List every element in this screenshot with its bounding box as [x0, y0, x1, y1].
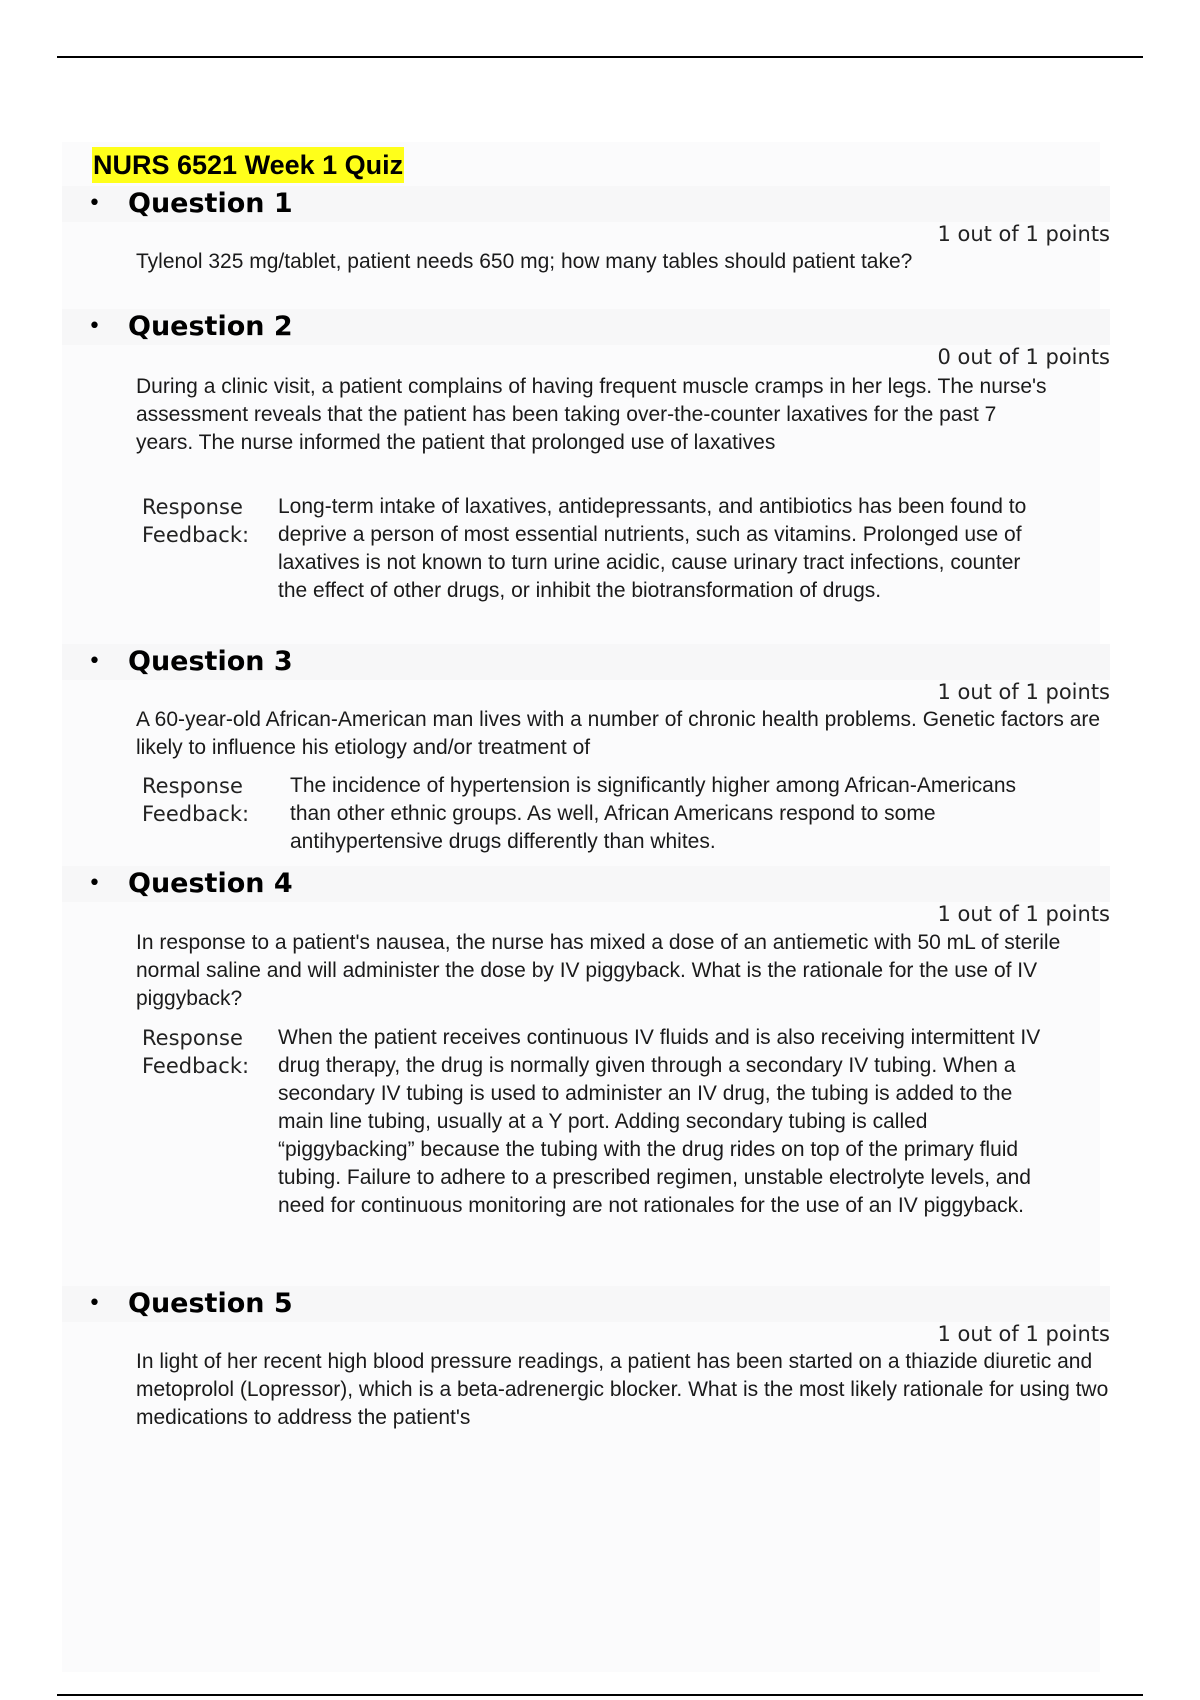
- question-2: [62, 309, 1110, 602]
- question-1: [62, 186, 1110, 273]
- question-header: [62, 309, 1110, 345]
- response-feedback: [142, 1024, 1110, 1220]
- question-header: [62, 866, 1110, 902]
- question-text: In response to a patient's nausea, the nurse has mixed a dose of an antiemetic with 50 mL of sterile normal saline and will administer the dose by IV piggyback. What is the rationale for the use of IV piggyback?: [136, 931, 1061, 1010]
- response-feedback-label: Response Feedback:: [142, 495, 250, 547]
- question-points: 0 out of 1 points: [937, 345, 1110, 369]
- bullet-icon: •: [88, 871, 101, 896]
- response-feedback-text: Long-term intake of laxatives, antidepressants, and antibiotics has been found to deprive a person of most essential nutrients, such as vitamins. Prolonged use of laxatives is not known to turn urine acidic, cause urinary tract infections, counter the effect of other drugs, or inhibit the biotransformation of drugs.: [278, 495, 1027, 602]
- bullet-icon: •: [88, 1291, 101, 1316]
- question-points: 1 out of 1 points: [937, 1322, 1110, 1346]
- question-4: [62, 866, 1110, 1217]
- response-feedback-label: Response Feedback:: [142, 774, 250, 826]
- quiz-title: NURS 6521 Week 1 Quiz: [92, 147, 404, 183]
- question-text: In light of her recent high blood pressure readings, a patient has been started on a thiazide diuretic and metoprolol (Lopressor), which is a beta-adrenergic blocker. What is the most likely rationale for using two medications to address the patient's: [136, 1350, 1109, 1429]
- question-3: [62, 644, 1110, 853]
- question-text: A 60-year-old African-American man lives with a number of chronic health problems. Genetic factors are likely to influence his etiology and/or treatment of: [136, 708, 1101, 759]
- question-points: 1 out of 1 points: [937, 902, 1110, 926]
- question-points: 1 out of 1 points: [937, 222, 1110, 246]
- response-feedback: [142, 493, 1110, 605]
- question-5: [62, 1286, 1110, 1429]
- question-text: Tylenol 325 mg/tablet, patient needs 650 mg; how many tables should patient take?: [136, 250, 913, 273]
- question-title: Question 3: [128, 646, 293, 677]
- top-rule: [57, 56, 1143, 58]
- question-points: 1 out of 1 points: [937, 680, 1110, 704]
- bottom-rule: [57, 1694, 1143, 1696]
- bullet-icon: •: [88, 191, 101, 216]
- question-text: During a clinic visit, a patient complains of having frequent muscle cramps in her legs. The nurse's assessment reveals that the patient has been taking over-the-counter laxatives for the past 7 years. The nurse informed the patient that prolonged use of laxatives: [136, 375, 1047, 454]
- question-header: [62, 644, 1110, 680]
- response-feedback-text: When the patient receives continuous IV fluids and is also receiving intermittent IV drug therapy, the drug is normally given through a secondary IV tubing. When a secondary IV tubing is used to administer an IV drug, the tubing is added to the main line tubing, usually at a Y port. Adding secondary tubing is called “piggybacking” because the tubing with the drug rides on top of the primary fluid tubing. Failure to adhere to a prescribed regimen, unstable electrolyte levels, and need for continuous monitoring are not rationales for the use of an IV piggyback.: [278, 1026, 1041, 1217]
- question-title: Question 5: [128, 1288, 293, 1319]
- question-header: [62, 186, 1110, 222]
- question-title: Question 1: [128, 188, 293, 219]
- response-feedback-label: Response Feedback:: [142, 1026, 250, 1078]
- bullet-icon: •: [88, 314, 101, 339]
- response-feedback: [142, 772, 1110, 856]
- response-feedback-text: The incidence of hypertension is significantly higher among African-Americans than other ethnic groups. As well, African Americans respond to some antihypertensive drugs differently than whites.: [290, 774, 1017, 853]
- question-title: Question 2: [128, 311, 293, 342]
- question-title: Question 4: [128, 868, 293, 899]
- question-header: [62, 1286, 1110, 1322]
- bullet-icon: •: [88, 649, 101, 674]
